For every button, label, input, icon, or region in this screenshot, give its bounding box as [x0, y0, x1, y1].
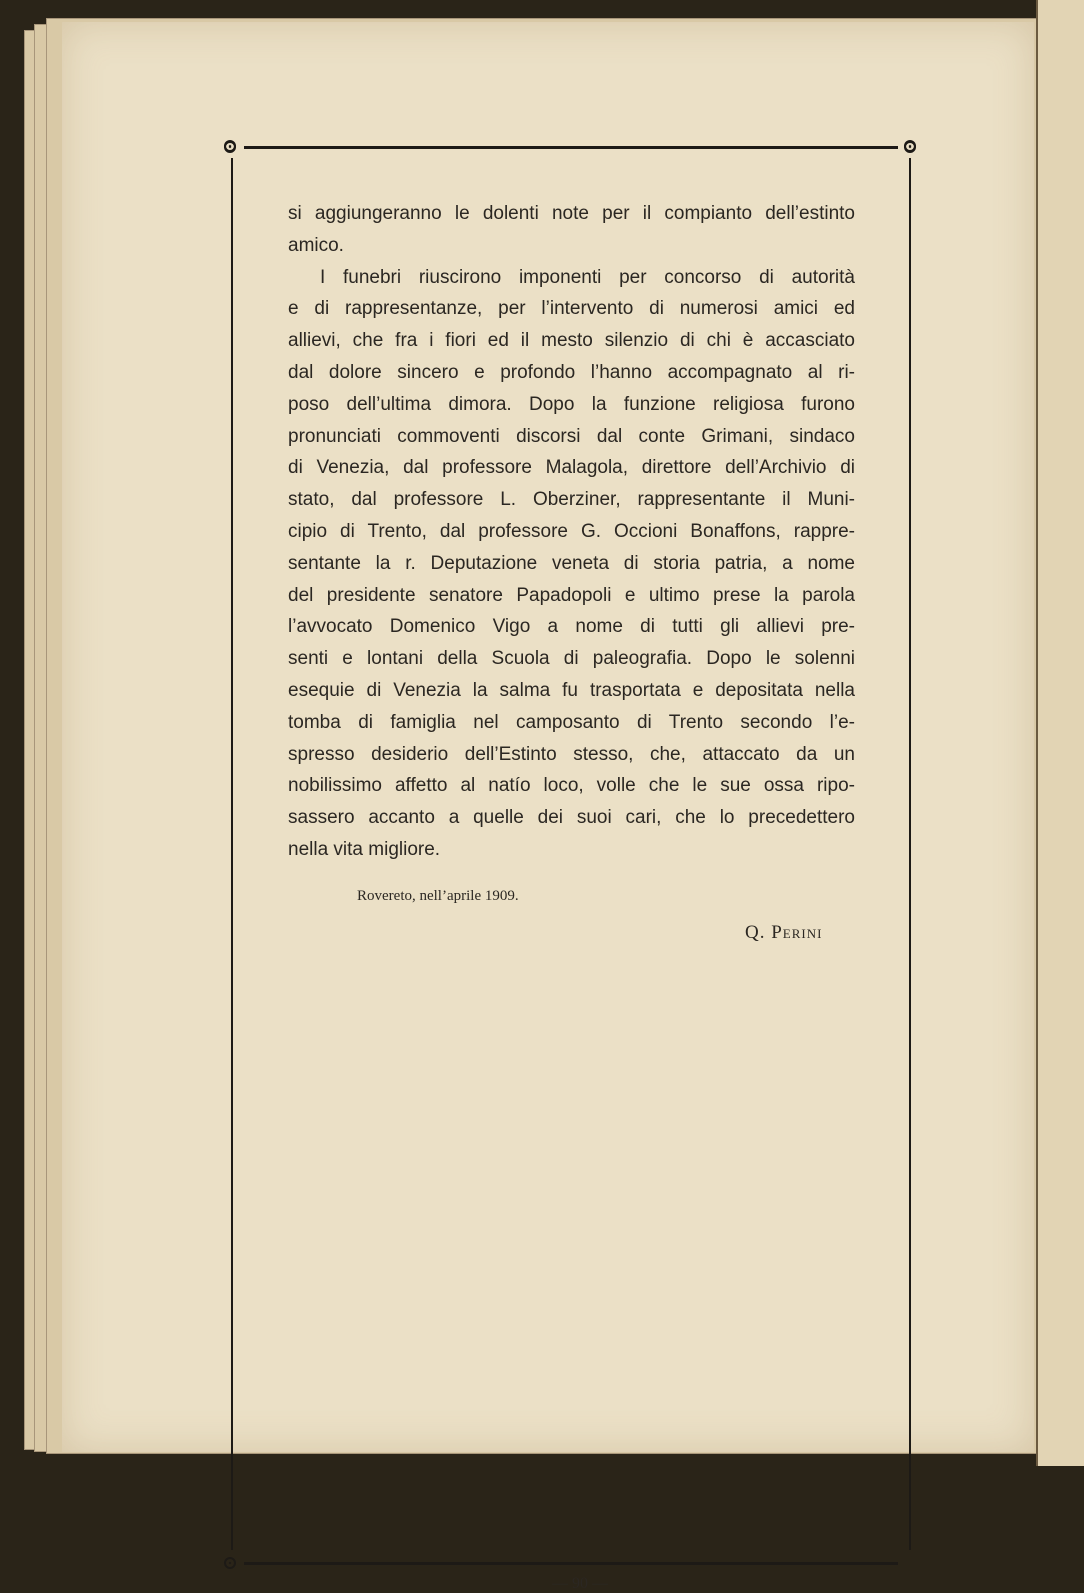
text-line: cipio di Trento, dal professore G. Occioni Bonaffons, rappre- — [288, 520, 855, 542]
text-line: allievi, che fra i fiori ed il mesto silenzio di chi è accasciato — [288, 330, 855, 352]
page-number: — 90 — — [552, 1575, 608, 1592]
body-text — [288, 198, 855, 866]
dateline: Rovereto, nell’aprile 1909. — [357, 888, 519, 904]
frame-right-rule — [909, 160, 911, 1550]
text-line: nobilissimo affetto al natío loco, volle che le sue ossa ripo- — [288, 775, 855, 797]
frame-left-rule — [231, 160, 233, 1550]
text-line: sentante la r. Deputazione veneta di storia patria, a nome — [288, 552, 855, 574]
signature: Q. Perini — [745, 922, 823, 943]
text-line: si aggiungeranno le dolenti note per il compianto dell’estinto — [288, 203, 855, 224]
ornament-icon — [904, 141, 916, 153]
text-line: l’avvocato Domenico Vigo a nome di tutti gli allievi pre- — [288, 616, 855, 638]
text-line: dal dolore sincero e profondo l’hanno accompagnato al ri- — [288, 361, 855, 383]
text-line: stato, dal professore L. Oberziner, rappresentante il Muni- — [288, 489, 855, 511]
text-line: esequie di Venezia la salma fu trasportata e depositata nella — [288, 679, 855, 701]
text-line: pronunciati commoventi discorsi dal conte Grimani, sindaco — [288, 425, 855, 447]
text-line: poso dell’ultima dimora. Dopo la funzione religiosa furono — [288, 393, 855, 415]
text-line: I funebri riuscirono imponenti per concorso di autorità — [320, 266, 855, 288]
text-line: nella vita migliore. — [288, 838, 441, 860]
text-line: del presidente senatore Papadopoli e ultimo prese la parola — [288, 584, 855, 606]
frame-bottom-rule — [244, 1563, 898, 1565]
text-line: tomba di famiglia nel camposanto di Trento secondo l’e- — [288, 711, 855, 733]
text-line: amico. — [288, 234, 344, 256]
ornament-icon — [224, 1557, 236, 1569]
text-line: e di rappresentanze, per l’intervento di numerosi amici ed — [288, 298, 855, 320]
frame-top-rule — [244, 147, 898, 149]
adjacent-page — [1036, 0, 1084, 1466]
text-line: sassero accanto a quelle dei suoi cari, che lo precedettero — [288, 807, 855, 829]
text-line: di Venezia, dal professore Malagola, direttore dell’Archivio di — [288, 457, 855, 479]
text-line: senti e lontani della Scuola di paleografia. Dopo le solenni — [288, 648, 855, 670]
text-line: spresso desiderio dell’Estinto stesso, che, attaccato da un — [288, 743, 855, 765]
ornament-icon — [224, 141, 236, 153]
